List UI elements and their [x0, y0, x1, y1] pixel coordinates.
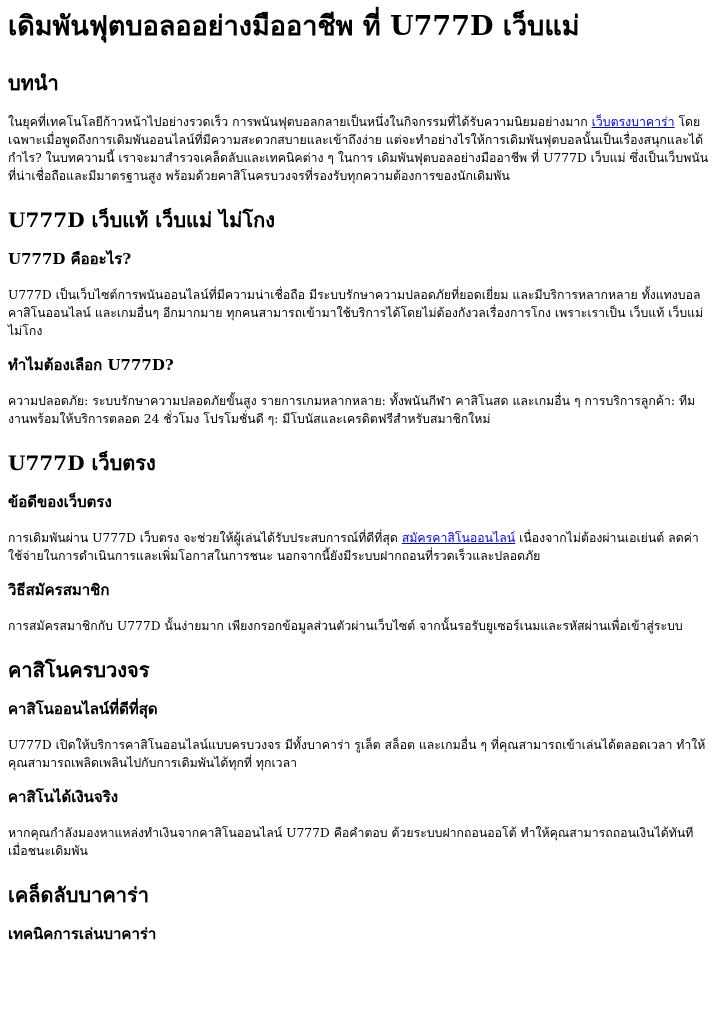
subheading-best-online-casino: คาสิโนออนไลน์ที่ดีที่สุด	[8, 700, 158, 718]
paragraph-real-money-casino: หากคุณกำลังมองหาแหล่งทำเงินจากคาสิโนออนไลน์ U777D คือคำตอบ ด้วยระบบฝากถอนออโต้ ทำให้คุณสามารถถอนเงินได้ทันทีเมื่อชนะเดิมพัน	[8, 826, 694, 858]
subheading-real-money-casino: คาสิโนได้เงินจริง	[8, 788, 119, 806]
intro-heading: บทนำ	[8, 71, 59, 95]
register-casino-link[interactable]: สมัครคาสิโนออนไลน์	[401, 531, 516, 545]
direct-text-after-link: เนื่องจากไม่ต้องผ่านเอเย่นต์ ลดค่าใช้จ่ายในการดำเนินการและเพิ่มโอกาสในการชนะ นอกจากนี้ยังมีระบบฝากถอนที่รวดเร็วและปลอดภัย	[8, 531, 699, 563]
page-title: เดิมพันฟุตบอลออย่างมืออาชีพ ที่ U777D เว็บแม่	[8, 11, 580, 42]
intro-text-before-link: ในยุคที่เทคโนโลยีก้าวหน้าไปอย่างรวดเร็ว การพนันฟุตบอลกลายเป็นหนึ่งในกิจกรรมที่ได้รับความนิยมอย่างมาก	[8, 115, 592, 129]
subheading-baccarat-techniques: เทคนิคการเล่นบาคาร่า	[8, 925, 157, 943]
subheading-how-to-register: วิธีสมัครสมาชิก	[8, 581, 110, 599]
direct-text-before-link: การเดิมพันผ่าน U777D เว็บตรง จะช่วยให้ผู้เล่นได้รับประสบการณ์ที่ดีที่สุด	[8, 531, 402, 545]
subheading-why-choose: ทำไมต้องเลือก U777D?	[8, 356, 174, 374]
paragraph-what-is-u777d: U777D เป็นเว็บไซต์การพนันออนไลน์ที่มีความน่าเชื่อถือ มีระบบรักษาความปลอดภัยที่ยอดเยี่ยม และมีบริการหลากหลาย ทั้งแทงบอล คาสิโนออนไลน์ และเกมอื่นๆ อีกมากมาย ทุกคนสามารถเข้ามาใช้บริการได้โดยไม่ต้องกังวลเรื่องการโกง เพราะเราเป็น เว็บแท้ เว็บแม่ ไม่โกง	[8, 288, 704, 338]
section-heading-direct-site: U777D เว็บตรง	[8, 451, 156, 475]
section-heading-full-casino: คาสิโนครบวงจร	[8, 658, 150, 682]
article	[0, 10, 720, 944]
paragraph-how-to-register: การสมัครสมาชิกกับ U777D นั้นง่ายมาก เพียงกรอกข้อมูลส่วนตัวผ่านเว็บไซต์ จากนั้นรอรับยูเซอร์เนมและรหัสผ่านเพื่อเข้าสู่ระบบ	[8, 619, 683, 633]
intro-paragraph	[8, 113, 712, 185]
paragraph-direct-advantages	[8, 529, 712, 565]
section-heading-genuine-site: U777D เว็บแท้ เว็บแม่ ไม่โกง	[8, 208, 275, 232]
baccarat-direct-link[interactable]: เว็บตรงบาคาร่า	[591, 115, 675, 129]
subheading-what-is-u777d: U777D คืออะไร?	[8, 250, 132, 268]
intro-text-after-link: โดยเฉพาะเมื่อพูดถึงการเดิมพันออนไลน์ที่มีความสะดวกสบายและเข้าถึงง่าย แต่จะทำอย่างไรให้การเดิมพันฟุตบอลนั้นเป็นเรื่องสนุกและได้กำไร? ในบทความนี้ เราจะมาสำรวจเคล็ดลับและเทคนิคต่าง ๆ ในการ เดิมพันฟุตบอลอย่างมืออาชีพ ที่ U777D เว็บแม่ ซึ่งเป็นเว็บพนันที่น่าเชื่อถือและมีมาตรฐานสูง พร้อมด้วยคาสิโนครบวงจรที่รองรับทุกความต้องการของนักเดิมพัน	[8, 115, 709, 183]
section-heading-baccarat-tips: เคล็ดลับบาคาร่า	[8, 883, 149, 907]
subheading-direct-advantages: ข้อดีของเว็บตรง	[8, 493, 112, 511]
paragraph-best-online-casino: U777D เปิดให้บริการคาสิโนออนไลน์แบบครบวงจร มีทั้งบาคาร่า รูเล็ต สล็อต และเกมอื่น ๆ ที่คุณสามารถเข้าเล่นได้ตลอดเวลา ทำให้คุณสามารถเพลิดเพลินไปกับการเดิมพันได้ทุกที่ ทุกเวลา	[8, 738, 706, 770]
paragraph-why-choose: ความปลอดภัย: ระบบรักษาความปลอดภัยขั้นสูง รายการเกมหลากหลาย: ทั้งพนันกีฬา คาสิโนสด และเกมอื่น ๆ การบริการลูกค้า: ทีมงานพร้อมให้บริการตลอด 24 ชั่วโมง โปรโมชั่นดี ๆ: มีโบนัสและเครดิตฟรีสำหรับสมาชิกใหม่	[8, 394, 696, 426]
